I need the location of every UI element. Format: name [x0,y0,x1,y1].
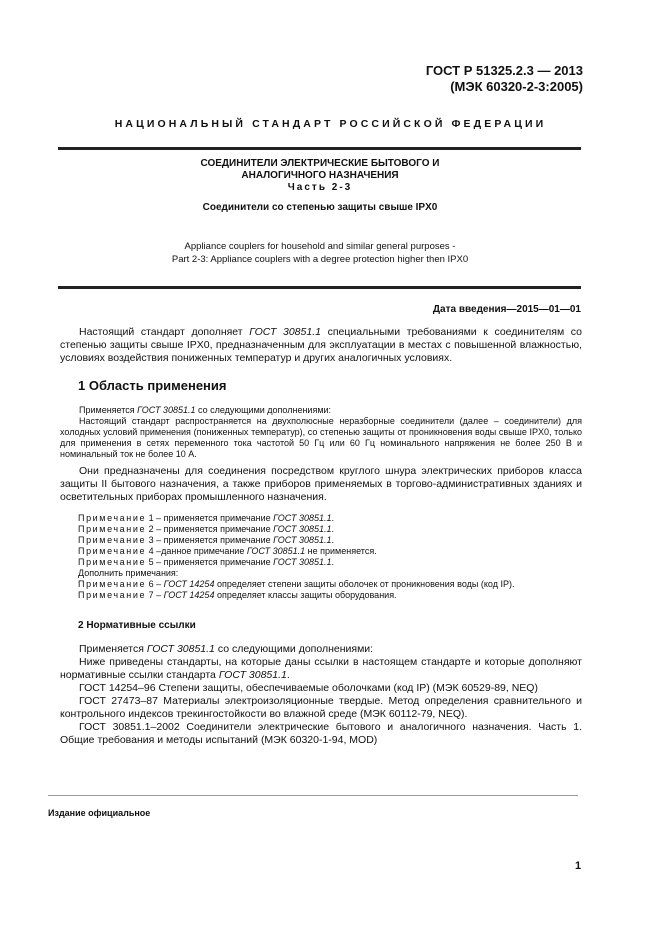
applies-text-b: со следующими дополнениями: [214,643,374,655]
applies-ref: ГОСТ 30851.1 [146,643,215,655]
reference-gost-14254: ГОСТ 14254–96 Степени защиты, обеспечиваемые оболочками (код IP) (МЭК 60529-89, NEQ) [79,682,538,694]
applies-ref: ГОСТ 30851.1 [137,405,196,415]
note-text: 6 – [148,579,164,589]
top-divider [58,147,581,150]
note-tail: . [331,557,335,567]
section-1-paragraph-1: Настоящий стандарт распространяется на двухполюсные неразборные соединители (далее – соединители) для холодных условий применения (пониженных температур), со степенью защиты от проникновения воды свыше IPX0, только для применения в сетях переменного тока частотой 50 Гц или 60 Гц номинального напряжения не более 250 В и номинальный ток не более 10 А. [60,416,582,459]
note-item [78,590,514,601]
title-subtitle: Соединители со степенью защиты свыше IPX0 [202,202,438,213]
section-1-body [60,405,582,460]
applies-text-b: со следующими дополнениями: [195,405,332,415]
note-item [78,513,514,524]
official-edition-label: Издание официальное [48,808,151,818]
note-label: Примечание [78,535,147,545]
section-2-body [60,643,582,747]
note-tail: не применяется. [305,546,377,556]
intro-text-b: специальными требованиями к соединителям со степенью защиты свыше IPX0, предназначенным для эксплуатации в местах с повышенной влажностью, условиях воздействия пониженных температур и других аналогичных условиях. [60,326,582,364]
note-ref: ГОСТ 30851.1 [246,546,306,556]
note-item [78,524,514,535]
english-title [80,240,560,266]
notes-list [78,513,514,601]
national-standard-heading: НАЦИОНАЛЬНЫЙ СТАНДАРТ РОССИЙСКОЙ ФЕДЕРАЦИИ [114,118,547,130]
note-item [78,546,514,557]
note-ref: ГОСТ 14254 [163,579,215,589]
title-line-2: АНАЛОГИЧНОГО НАЗНАЧЕНИЯ [241,170,399,181]
note-ref: ГОСТ 30851.1 [273,513,332,523]
english-title-line-2: Part 2-3: Appliance couplers with a degree protection higher then IPX0 [171,254,469,265]
p1-ref: ГОСТ 30851.1 [218,669,287,681]
note-tail: . [331,513,335,523]
intro-text-a: Настоящий стандарт дополняет [79,326,250,338]
footer-divider [48,795,578,796]
standard-code [426,63,583,95]
note-label: Примечание [78,590,147,600]
note-tail: определяет классы защиты оборудования. [214,590,397,600]
note-item [78,579,514,590]
add-notes-label: Дополнить примечания: [78,568,179,578]
section-1-applies [60,405,582,416]
section-2-heading: 2 Нормативные ссылки [78,620,196,631]
section-2-applies [60,643,582,656]
page-number: 1 [575,860,582,872]
introduction-date: Дата введения—2015—01—01 [432,304,581,315]
document-title [120,158,520,214]
note-text: 2 – применяется примечание [148,524,274,534]
title-line-1: СОЕДИНИТЕЛИ ЭЛЕКТРИЧЕСКИЕ БЫТОВОГО И [200,158,440,169]
english-title-line-1: Appliance couplers for household and similar general purposes - [184,241,456,252]
note-label: Примечание [78,524,147,534]
note-text: 1 – применяется примечание [148,513,274,523]
bottom-divider [58,286,581,289]
intro-paragraph [60,326,582,365]
applies-text-a: Применяется [79,643,147,655]
note-ref: ГОСТ 30851.1 [273,524,332,534]
applies-text-a: Применяется [79,405,138,415]
intro-ref: ГОСТ 30851.1 [249,326,321,338]
note-tail: определяет степени защиты оболочек от проникновения воды (код IP). [214,579,515,589]
note-label: Примечание [78,546,147,556]
reference-gost-30851: ГОСТ 30851.1–2002 Соединители электрические бытового и аналогичного назначения. Часть 1. Общие требования и методы испытаний (МЭК 60320-1-94, MOD) [60,721,582,746]
note-label: Примечание [78,579,147,589]
note-ref: ГОСТ 14254 [163,590,215,600]
iec-equivalent: (МЭК 60320-2-3:2005) [450,79,583,94]
section-1-paragraph-2: Они предназначены для соединения посредством круглого шнура электрических приборов класса защиты II бытового назначения, а также приборов применяемых в торгово-административных зданиях и осветительных приборах промышленного назначения. [60,465,582,503]
section-2-paragraph-1 [60,656,582,682]
section-1-heading: 1 Область применения [78,378,227,393]
reference-gost-27473: ГОСТ 27473–87 Материалы электроизоляционные твердые. Метод определения сравнительного и контрольного индексов трекингостойкости во влажной среде (МЭК 60112-79, NEQ). [60,695,582,720]
standard-number: ГОСТ Р 51325.2.3 — 2013 [425,63,583,78]
note-text: 5 – применяется примечание [148,557,274,567]
note-tail: . [331,535,335,545]
note-ref: ГОСТ 30851.1 [273,535,332,545]
note-item [78,557,514,568]
title-part: Часть 2-3 [287,182,353,193]
p1-text-b: . [286,669,290,681]
p1-text-a: Ниже приведены стандарты, на которые даны ссылки в настоящем стандарте и которые дополняют нормативные ссылки стандарта [60,656,582,681]
note-text: 3 – применяется примечание [148,535,274,545]
note-text: 4 –данное примечание [148,546,247,556]
note-text: 7 – [148,590,164,600]
note-item [78,535,514,546]
note-tail: . [331,524,335,534]
note-label: Примечание [78,557,147,567]
note-ref: ГОСТ 30851.1 [273,557,332,567]
note-label: Примечание [78,513,147,523]
